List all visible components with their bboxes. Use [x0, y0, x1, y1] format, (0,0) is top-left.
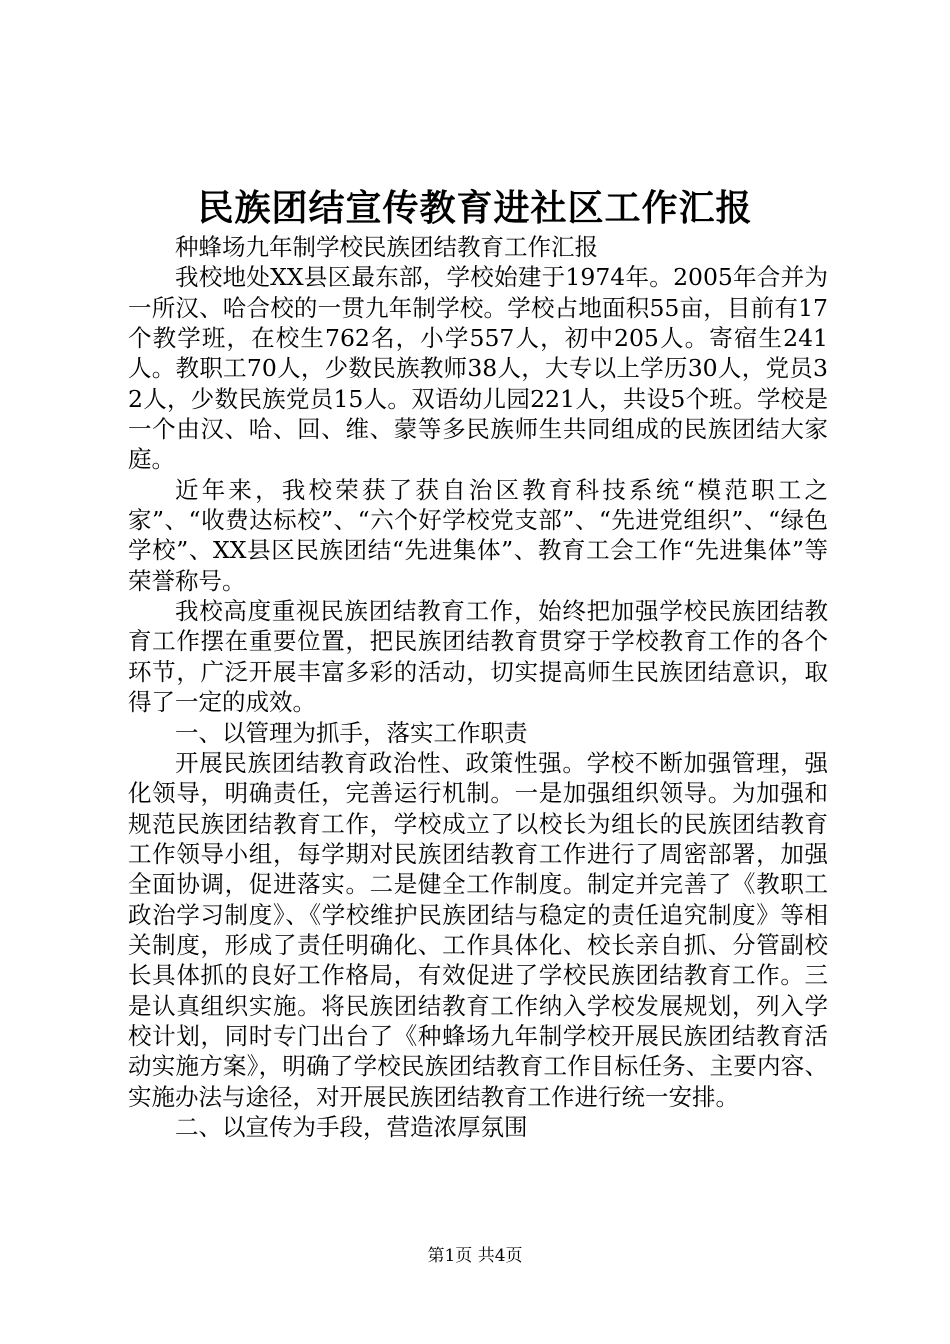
- section-heading-1: 一、以管理为抓手，落实工作职责: [175, 718, 528, 747]
- document-body: [128, 232, 828, 1142]
- management-paragraph: 开展民族团结教育政治性、政策性强。学校不断加强管理，强化领导，明确责任，完善运行机制。一是加强组织领导。为加强和规范民族团结教育工作，学校成立了以校长为组长的民族团结教育工作领导小组，每学期对民族团结教育工作进行了周密部署，加强全面协调，促进落实。二是健全工作制度。制定并完善了《教职工政治学习制度》、《学校维护民族团结与稳定的责任追究制度》等相关制度，形成了责任明确化、工作具体化、校长亲自抓、分管副校长具体抓的良好工作格局，有效促进了学校民族团结教育工作。三是认真组织实施。将民族团结教育工作纳入学校发展规划，列入学校计划，同时专门出台了《种蜂场九年制学校开展民族团结教育活动实施方案》，明确了学校民族团结教育工作目标任务、主要内容、实施办法与途径，对开展民族团结教育工作进行统一安排。: [128, 748, 828, 1111]
- section-heading-2: 二、以宣传为手段，营造浓厚氛围: [175, 1112, 528, 1141]
- page-footer: 第1页 共4页: [427, 1246, 523, 1266]
- document-title: 民族团结宣传教育进社区工作汇报: [197, 187, 753, 229]
- importance-paragraph: 我校高度重视民族团结教育工作，始终把加强学校民族团结教育工作摆在重要位置，把民族团结教育贯穿于学校教育工作的各个环节，广泛开展丰富多彩的活动，切实提高师生民族团结意识，取得了一定的成效。: [128, 597, 828, 717]
- subtitle-paragraph: 种蜂场九年制学校民族团结教育工作汇报: [175, 233, 598, 261]
- school-overview-paragraph: 我校地处XX县区最东部，学校始建于1974年。2005年合并为一所汉、哈合校的一贯九年制学校。学校占地面积55亩，目前有17个教学班，在校生762名，小学557人，初中205人。寄宿生241人。教职工70人，少数民族教师38人，大专以上学历30人，党员32人，少数民族党员15人。双语幼儿园221人，共设5个班。学校是一个由汉、哈、回、维、蒙等多民族师生共同组成的民族团结大家庭。: [128, 263, 828, 474]
- honors-paragraph: 近年来，我校荣获了获自治区教育科技系统“模范职工之家”、“收费达标校”、“六个好学校党支部”、“先进党组织”、“绿色学校”、XX县区民族团结“先进集体”、教育工会工作“先进集体”等荣誉称号。: [128, 475, 828, 595]
